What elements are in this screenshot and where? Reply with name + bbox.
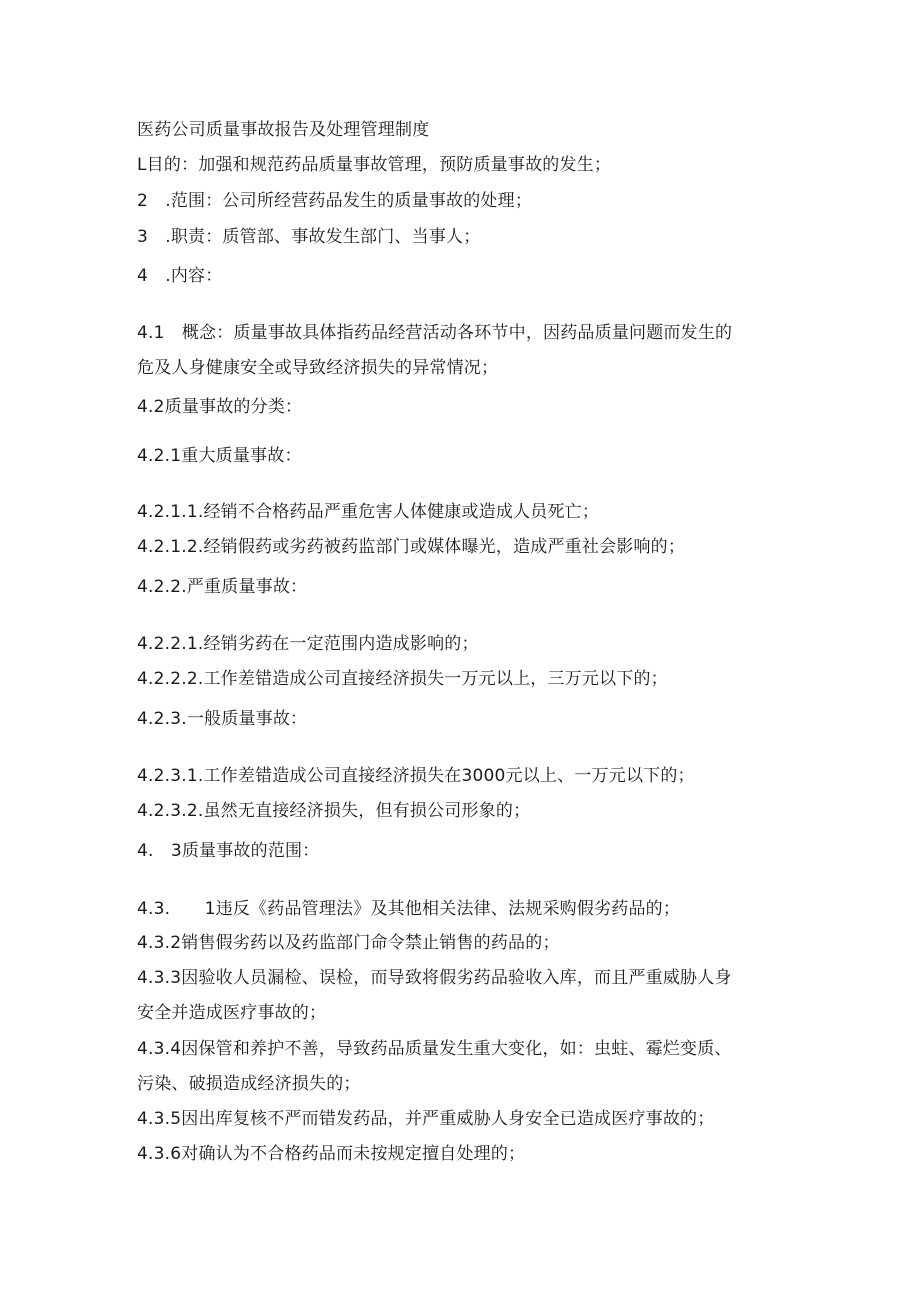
- text-line-4-2-2-1: 4.2.2.1.经销劣药在一定范围内造成影响的；: [137, 634, 479, 654]
- text-line-4-3-4: 4.3.4因保管和养护不善，导致药品质量发生重大变化，如：虫蛀、霉烂变质、: [137, 1039, 732, 1059]
- text-line-4-2-1: 4.2.1重大质量事故：: [137, 446, 302, 466]
- text-line-scope: 2 .范围：公司所经营药品发生的质量事故的处理；: [137, 191, 533, 211]
- text-line-4-2-3-1: 4.2.3.1.工作差错造成公司直接经济损失在3000元以上、一万元以下的；: [137, 766, 695, 786]
- text-line-4-3-2: 4.3.2销售假劣药以及药监部门命令禁止销售的药品的；: [137, 933, 560, 953]
- text-line-4-2-3-2: 4.2.3.2.虽然无直接经济损失，但有损公司形象的；: [137, 801, 531, 821]
- document-title: 医药公司质量事故报告及处理管理制度: [137, 120, 430, 140]
- text-line-4-2-2: 4.2.2.严重质量事故：: [137, 577, 308, 597]
- text-line-purpose: L目的：加强和规范药品质量事故管理，预防质量事故的发生；: [137, 155, 612, 175]
- text-line-4-3-6: 4.3.6对确认为不合格药品而未按规定擅自处理的；: [137, 1144, 526, 1164]
- text-line-4-3: 4. 3质量事故的范围：: [137, 841, 320, 861]
- text-line-4-2: 4.2质量事故的分类：: [137, 397, 303, 417]
- text-line-4-2-1-1: 4.2.1.1.经销不合格药品严重危害人体健康或造成人员死亡；: [137, 502, 600, 522]
- text-line-4-1-cont: 危及人身健康安全或导致经济损失的异常情况；: [137, 358, 499, 378]
- text-line-4-3-4-cont: 污染、破损造成经济损失的；: [137, 1074, 361, 1094]
- text-line-4-2-1-2: 4.2.1.2.经销假药或劣药被药监部门或媒体曝光，造成严重社会影响的；: [137, 537, 686, 557]
- text-line-4-3-5: 4.3.5因出库复核不严而错发药品，并严重威胁人身安全已造成医疗事故的；: [137, 1109, 715, 1129]
- text-line-4-2-2-2: 4.2.2.2.工作差错造成公司直接经济损失一万元以上，三万元以下的；: [137, 669, 668, 689]
- text-line-4-3-3: 4.3.3因验收人员漏检、误检，而导致将假劣药品验收入库，而且严重威胁人身: [137, 968, 732, 988]
- text-line-4-3-3-cont: 安全并造成医疗事故的；: [137, 1003, 327, 1023]
- text-line-4-2-3: 4.2.3.一般质量事故：: [137, 709, 308, 729]
- text-line-4-3-1: 4.3. 1违反《药品管理法》及其他相关法律、法规采购假劣药品的；: [137, 899, 681, 919]
- text-line-duties: 3 .职责：质管部、事故发生部门、当事人；: [137, 227, 481, 247]
- text-line-4-1: 4.1 概念：质量事故具体指药品经营活动各环节中，因药品质量问题而发生的: [137, 323, 733, 343]
- text-line-content: 4 .内容：: [137, 266, 223, 286]
